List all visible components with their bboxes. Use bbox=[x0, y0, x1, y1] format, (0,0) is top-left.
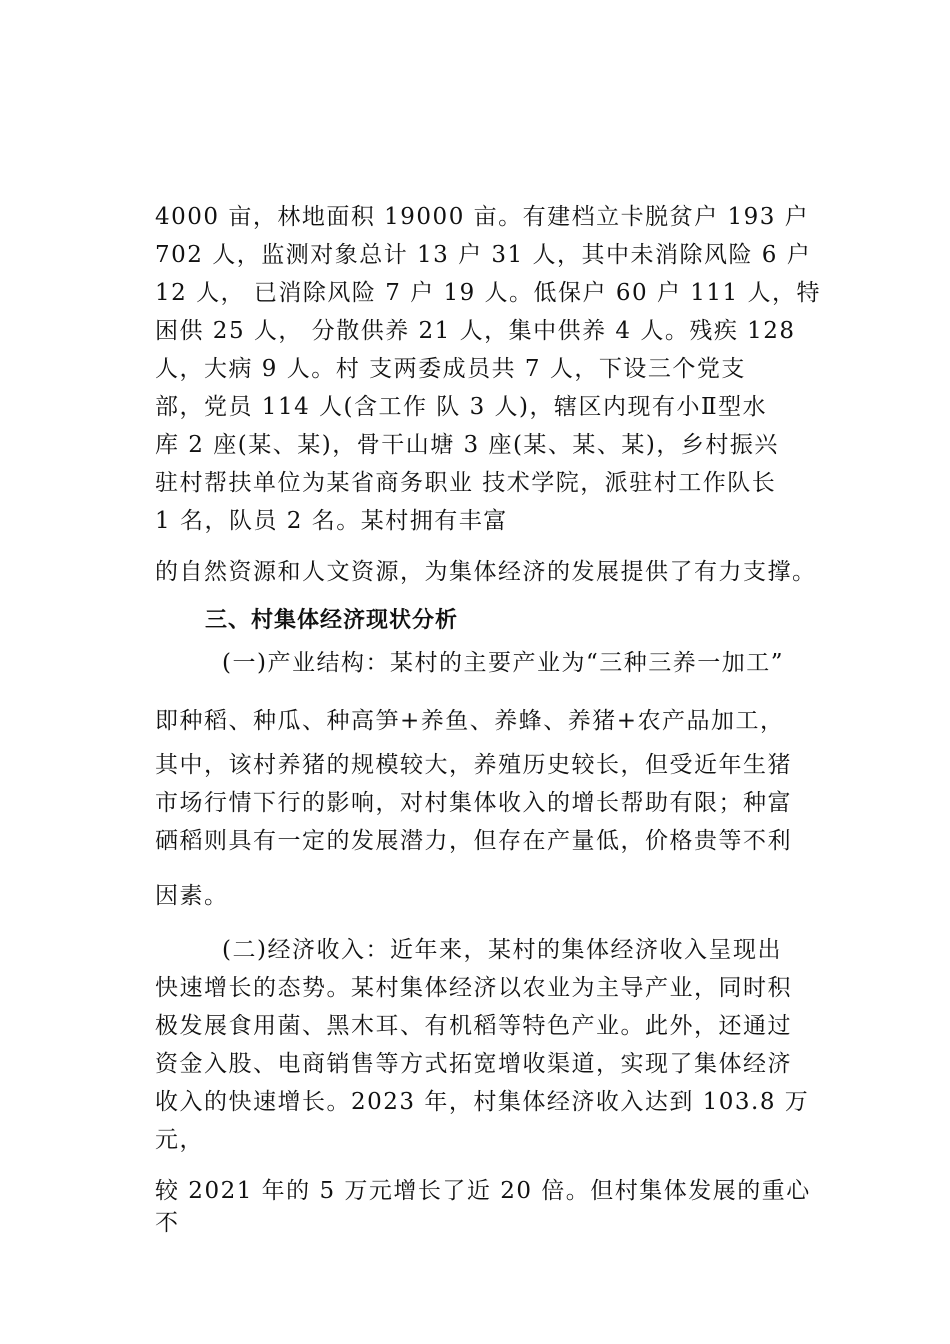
paragraph-line: 元， bbox=[155, 1127, 204, 1153]
paragraph-line: 的自然资源和人文资源，为集体经济的发展提供了有力支撑。 bbox=[155, 559, 817, 585]
paragraph-line: 市场行情下行的影响，对村集体收入的增长帮助有限；种富 bbox=[155, 790, 792, 816]
section-heading: 三、村集体经济现状分析 bbox=[205, 608, 459, 633]
paragraph-line: 驻村帮扶单位为某省商务职业 技术学院，派驻村工作队长 bbox=[155, 470, 777, 496]
paragraph-line: 其中，该村养猪的规模较大，养殖历史较长，但受近年生猪 bbox=[155, 752, 792, 778]
paragraph-line: 人，大病 9 人。村 支两委成员共 7 人，下设三个党支 bbox=[155, 356, 746, 382]
paragraph-line: 硒稻则具有一定的发展潜力，但存在产量低，价格贵等不利 bbox=[155, 828, 792, 854]
paragraph-line: 困供 25 人， 分散供养 21 人，集中供养 4 人。残疾 128 bbox=[155, 318, 796, 344]
paragraph-line: 702 人，监测对象总计 13 户 31 人，其中未消除风险 6 户 bbox=[155, 242, 812, 268]
paragraph-line: 12 人， 已消除风险 7 户 19 人。低保户 60 户 111 人，特 bbox=[155, 280, 821, 306]
paragraph-line: 4000 亩，林地面积 19000 亩。有建档立卡脱贫户 193 户 bbox=[155, 204, 810, 230]
paragraph-line: 即种稻、种瓜、种高笋+养鱼、养蜂、养猪+农产品加工， bbox=[155, 708, 785, 734]
paragraph-line: 极发展食用菌、黑木耳、有机稻等特色产业。此外，还通过 bbox=[155, 1013, 792, 1039]
paragraph-line: (二)经济收入：近年来，某村的集体经济收入呈现出 bbox=[222, 937, 782, 963]
paragraph-line: 因素。 bbox=[155, 883, 229, 909]
paragraph-line: 资金入股、电商销售等方式拓宽增收渠道，实现了集体经济 bbox=[155, 1051, 792, 1077]
paragraph-line: 部，党员 114 人(含工作 队 3 人)，辖区内现有小Ⅱ型水 bbox=[155, 394, 768, 420]
paragraph-line: 不 bbox=[155, 1210, 180, 1236]
paragraph-line: 收入的快速增长。2023 年，村集体经济收入达到 103.8 万 bbox=[155, 1089, 810, 1115]
paragraph-line: 较 2021 年的 5 万元增长了近 20 倍。但村集体发展的重心 bbox=[155, 1178, 811, 1204]
paragraph-line: 1 名，队员 2 名。某村拥有丰富 bbox=[155, 508, 508, 534]
paragraph-line: (一)产业结构：某村的主要产业为“三种三养一加工” bbox=[222, 650, 784, 676]
paragraph-line: 库 2 座(某、某)，骨干山塘 3 座(某、某、某)，乡村振兴 bbox=[155, 432, 779, 458]
paragraph-line: 快速增长的态势。某村集体经济以农业为主导产业，同时积 bbox=[155, 975, 792, 1001]
